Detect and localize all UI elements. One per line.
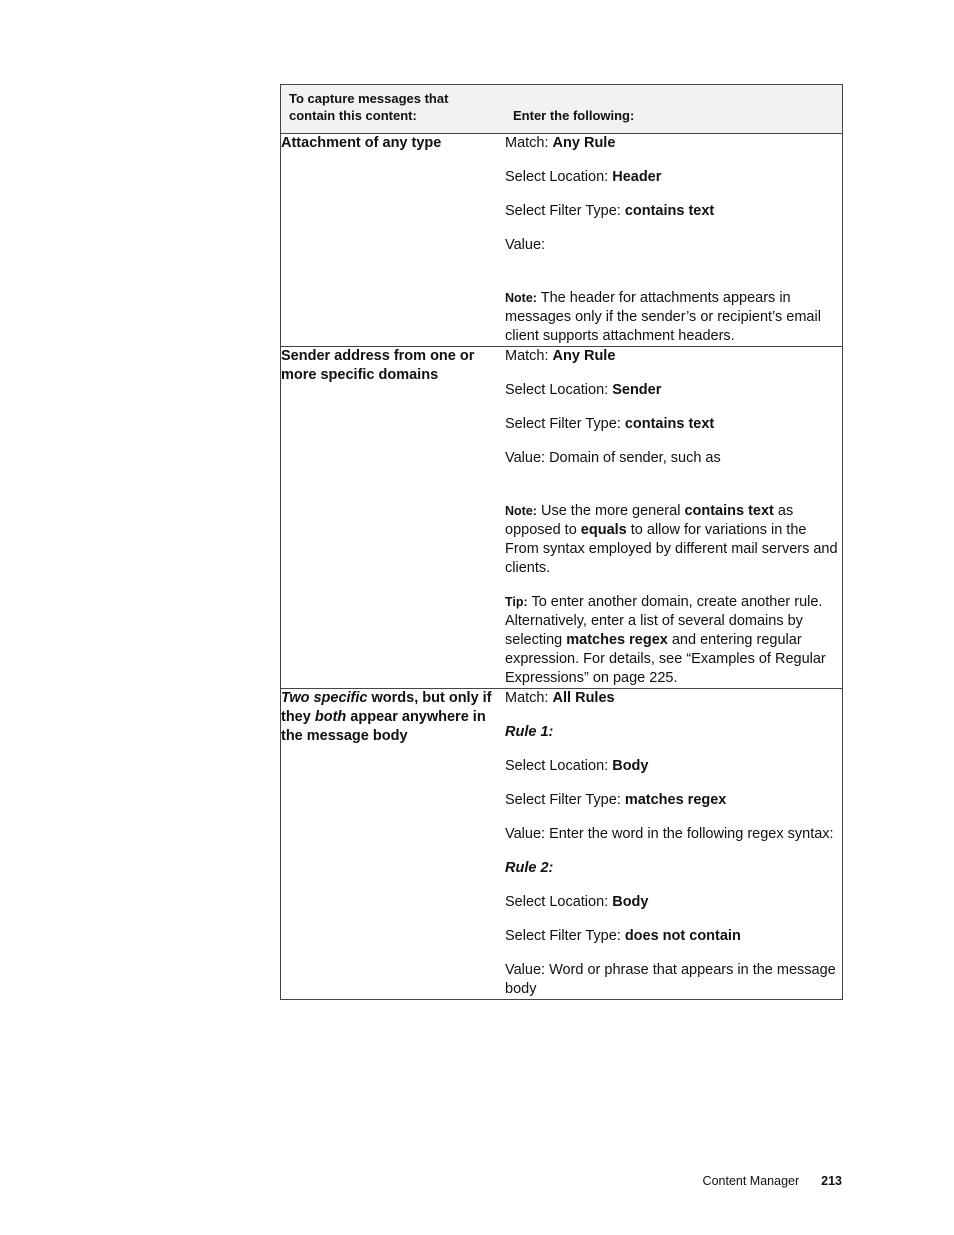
filter-line: Select Filter Type: contains text [505,203,715,219]
value-line: Value: Enter the word in the following regex syntax: [505,826,834,842]
location-line: Select Location: Body [505,758,649,774]
filter-line: Select Filter Type: matches regex [505,792,727,808]
note-paragraph: Note: The header for attachments appears in messages only if the sender’s or recipient’s email client supports attachment headers. [505,290,821,344]
header-entry-column: Enter the following: [505,85,843,134]
table-row [281,689,843,1000]
match-line: Match: Any Rule [505,348,616,364]
footer-section-title: Content Manager [702,1174,800,1188]
page-number: 213 [821,1174,842,1188]
location-line: Select Location: Sender [505,382,662,398]
location-line: Select Location: Header [505,169,662,185]
row-entry-cell [505,134,843,347]
page-footer [703,1174,842,1188]
header-content-column: To capture messages that contain this content: [281,85,506,134]
filter-line: Select Filter Type: does not contain [505,928,741,944]
table-header-row [281,85,843,134]
value-line: Value: Domain of sender, such as [505,450,721,466]
value-line: Value: [505,237,546,253]
location-line: Select Location: Body [505,894,649,910]
row-content-cell: Sender address from one or more specific domains [281,347,506,689]
row-content-cell: Attachment of any type [281,134,506,347]
rule-2-heading: Rule 2: [505,860,554,876]
row-entry-cell [505,347,843,689]
note-paragraph: Note: Use the more general contains text as opposed to equals to allow for variations in the From syntax employed by different mail servers and clients. [505,503,838,576]
tip-paragraph: Tip: To enter another domain, create another rule. Alternatively, enter a list of several domains by selecting matches regex and entering regular expression. For details, see “Examples of Regular Expressions” on page 225. [505,594,826,686]
match-line: Match: Any Rule [505,135,616,151]
rule-1-heading: Rule 1: [505,724,554,740]
table-row [281,347,843,689]
match-line: Match: All Rules [505,690,615,706]
row-entry-cell [505,689,843,1000]
rules-table [280,84,843,1000]
row-content-cell: Two specific words, but only if they both appear anywhere in the message body [281,689,506,1000]
value-line: Value: Word or phrase that appears in the message body [505,962,836,997]
table-row [281,134,843,347]
filter-line: Select Filter Type: contains text [505,416,715,432]
